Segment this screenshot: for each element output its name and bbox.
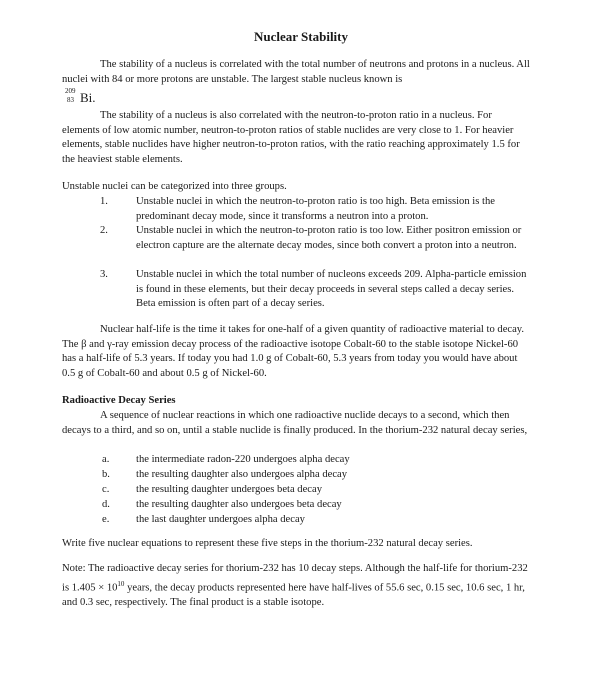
note-paragraph	[62, 562, 532, 610]
step-letter: e.	[102, 514, 110, 525]
step-letter: a.	[102, 454, 110, 465]
nuclide-mass-number: 209	[65, 87, 76, 95]
note-text-start: Note: The radioactive decay series for thorium-232 has 10 decay steps. Although the half-life for thorium-232 is 1.405 × 10	[62, 563, 528, 594]
step-text: the intermediate radon-220 undergoes alpha decay	[136, 454, 350, 465]
half-life-paragraph: Nuclear half-life is the time it takes for one-half of a given quantity of radioactive material to decay. The β and γ-ray emission decay process of the radioactive isotope Cobalt-60 to the stable isotope Nickel-60 has a half-life of 5.3 years. If today you had 1.0 g of Cobalt-60, 5.3 years from today you would have about 0.5 g of Cobalt-60 and about 0.5 g of Nickel-60.	[62, 324, 525, 379]
nuclide-atomic-number: 83	[67, 96, 74, 104]
step-text: the resulting daughter also undergoes alpha decay	[136, 469, 348, 480]
step-text: the last daughter undergoes alpha decay	[136, 514, 305, 525]
step-text: the resulting daughter undergoes beta decay	[136, 484, 323, 495]
decay-series-heading: Radioactive Decay Series	[62, 395, 176, 406]
group-number: 3.	[100, 269, 108, 280]
task-instruction: Write five nuclear equations to represent these five steps in the thorium-232 natural decay series.	[62, 538, 473, 549]
group-text: Unstable nuclei in which the neutron-to-proton ratio is too high. Beta emission is the predominant decay mode, since it transforms a neutron into a proton.	[136, 196, 495, 222]
decay-series-paragraph: A sequence of nuclear reactions in which one radioactive nuclide decays to a second, which then decays to a third, and so on, until a stable nuclide is finally produced. In the thorium-232 natural decay series,	[62, 410, 528, 436]
note-text-end: years, the decay products represented here have half-lives of 55.6 sec, 0.15 sec, 10.6 sec, 1 hr, and 0.3 sec, respectively. The final product is a stable isotope.	[62, 582, 525, 608]
nuclide-symbol: Bi	[80, 90, 93, 105]
group-number: 1.	[100, 196, 108, 207]
step-text: the resulting daughter also undergoes beta decay	[136, 499, 342, 510]
group-text: Unstable nuclei in which the neutron-to-proton ratio is too low. Either positron emission or electron capture are the alternate decay modes, since both convert a proton into a neutron.	[136, 225, 522, 251]
groups-intro: Unstable nuclei can be categorized into three groups.	[62, 181, 287, 192]
bismuth-209-nuclide	[62, 88, 122, 108]
note-exponent: 10	[117, 579, 125, 588]
group-number: 2.	[100, 225, 108, 236]
step-letter: b.	[102, 469, 110, 480]
group-text: Unstable nuclei in which the total number of nucleons exceeds 209. Alpha-particle emission is found in these elements, but their decay proceeds in several steps called a decay series. Beta emission is often part of a decay series.	[136, 269, 527, 310]
step-letter: d.	[102, 499, 110, 510]
step-letter: c.	[102, 484, 110, 495]
intro-paragraph-1: The stability of a nucleus is correlated with the total number of neutrons and protons in a nucleus. All nuclei with 84 or more protons are unstable. The largest stable nucleus known is	[62, 59, 530, 85]
page-title: Nuclear Stability	[253, 29, 348, 44]
nuclide-period: .	[92, 90, 96, 105]
intro-paragraph-2: The stability of a nucleus is also correlated with the neutron-to-proton ratio in a nucleus. For elements of low atomic number, neutron-to-proton ratios of stable nuclides are very close to 1. For heavier elements, stable nuclides have higher neutron-to-proton ratios, with the ratio reaching approximately 1.5 for the heaviest stable elements.	[62, 110, 520, 165]
